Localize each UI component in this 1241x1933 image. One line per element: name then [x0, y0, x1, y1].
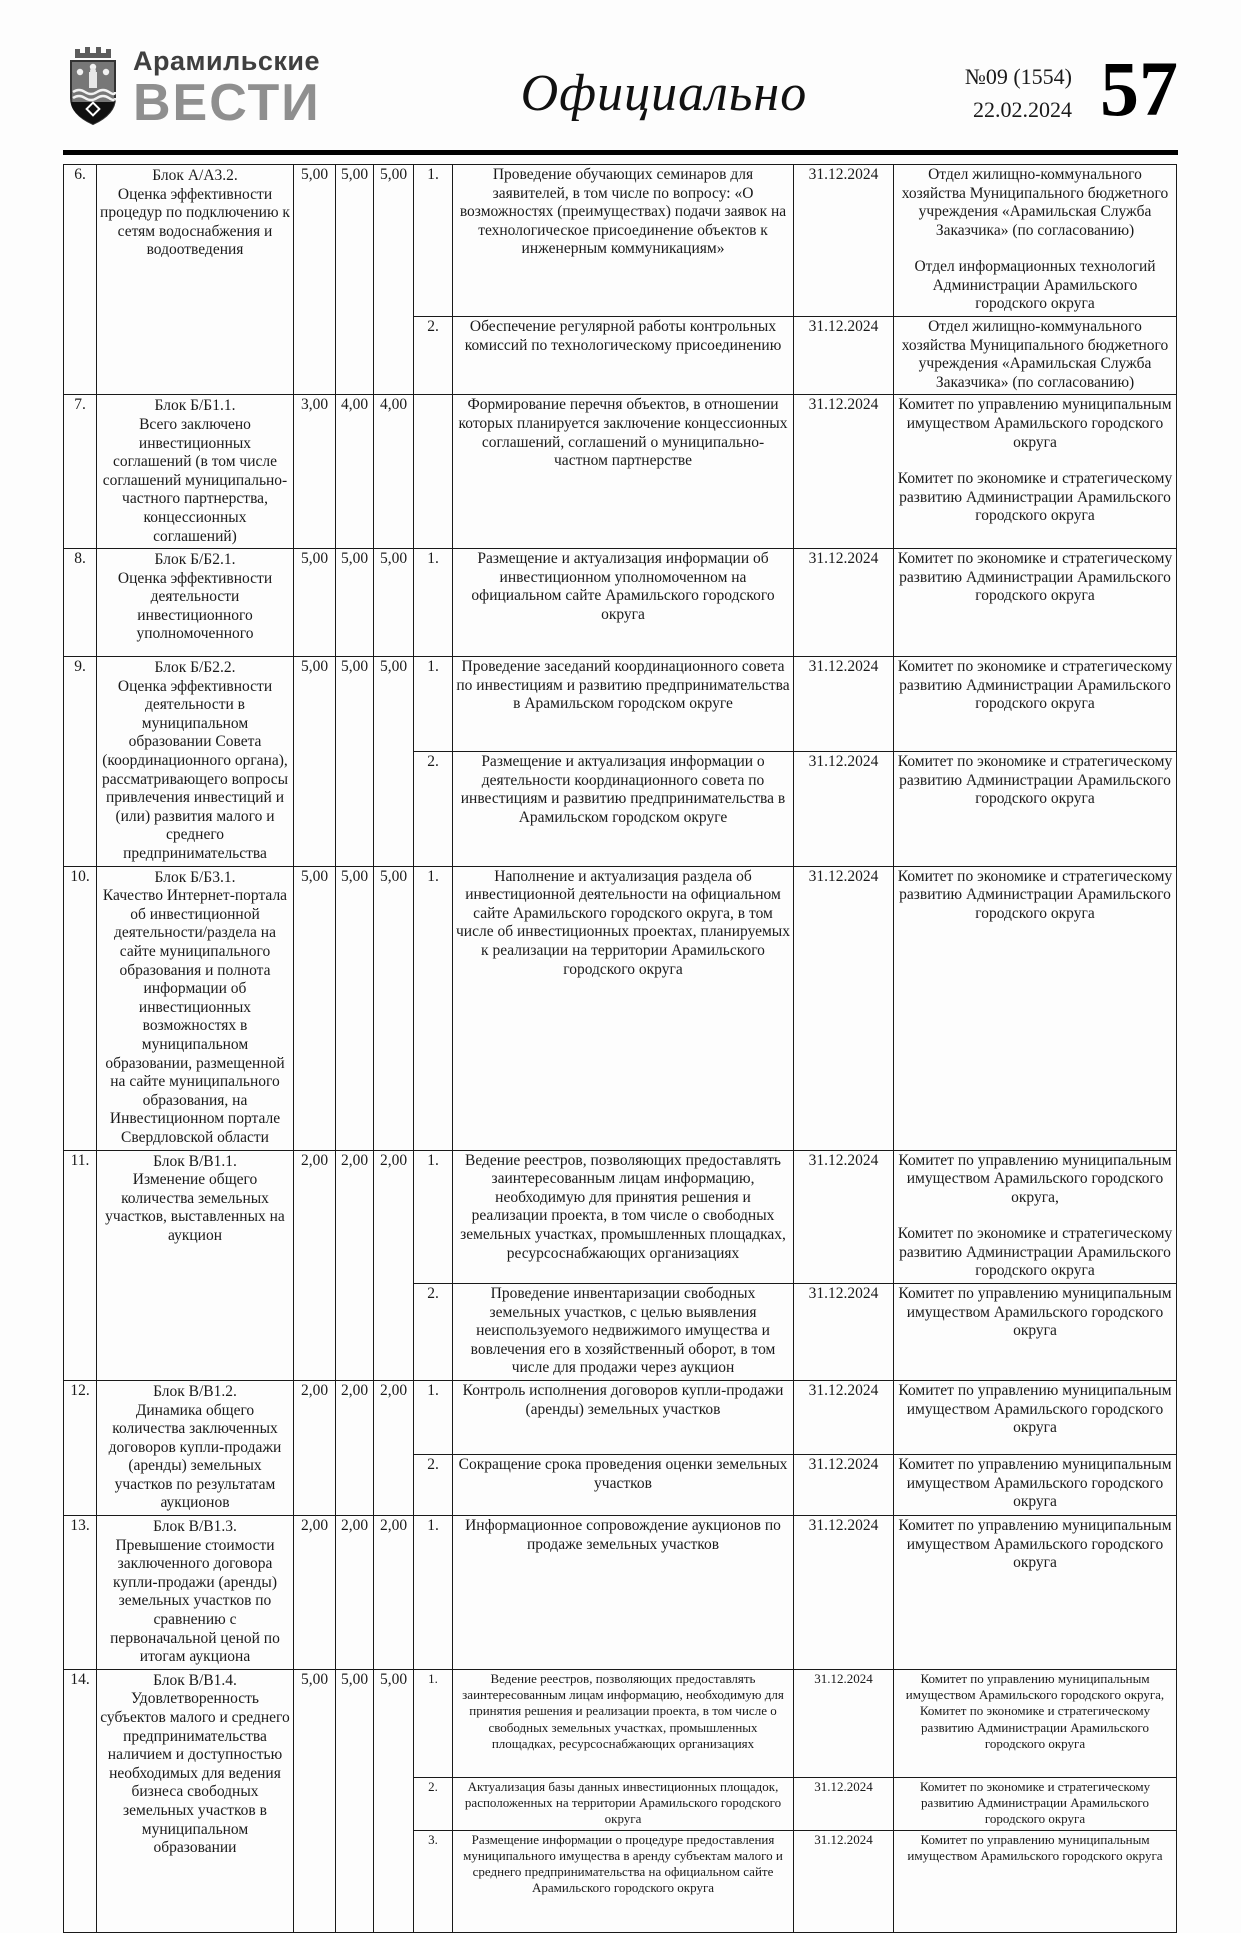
responsible-organization: Комитет по экономике и стратегическому развитию Администрации Арамильского городского округа — [897, 867, 1173, 922]
row-number-cell: 9. — [64, 657, 97, 867]
item-number-cell: 1. — [414, 1516, 453, 1670]
score-cell: 5,00 — [336, 549, 374, 657]
block-cell — [97, 657, 294, 867]
issue-number: №09 (1554) — [964, 64, 1072, 89]
responsible-cell — [894, 395, 1177, 549]
responsible-organization: Комитет по управлению муниципальным имуществом Арамильского городского округа, — [898, 1151, 1172, 1206]
activity-cell: Наполнение и актуализация раздела об инвестиционной деятельности на официальном сайте Арамильского городского округа, в том числе об инвестиционных проектах, планируемых к реализации на территории Арамильского городского округа — [453, 866, 794, 1150]
responsible-cell — [894, 1455, 1177, 1516]
block-cell — [97, 1516, 294, 1670]
block-title: Блок Б/Б3.1. — [154, 868, 236, 886]
score-cell: 2,00 — [336, 1150, 374, 1380]
date-cell: 31.12.2024 — [794, 316, 894, 394]
date-cell: 31.12.2024 — [794, 1455, 894, 1516]
block-description: Оценка эффективности деятельности в муниципальном образовании Совета (координационного органа), рассматривающего вопросы привлечения инвестиций и (или) развития малого и среднего предпринимательства — [102, 677, 288, 863]
item-number-cell: 1. — [414, 866, 453, 1150]
responsible-organization: Комитет по экономике и стратегическому развитию Администрации Арамильского городского округа — [897, 753, 1173, 808]
responsible-organization: Комитет по управлению муниципальным имуществом Арамильского городского округа — [898, 1456, 1172, 1511]
date-cell: 31.12.2024 — [794, 1380, 894, 1454]
score-cell: 3,00 — [294, 395, 336, 549]
date-cell: 31.12.2024 — [794, 1150, 894, 1283]
score-cell: 2,00 — [336, 1380, 374, 1515]
responsible-organization: Комитет по управлению муниципальным имуществом Арамильского городского округа — [907, 1831, 1163, 1863]
score-cell: 5,00 — [336, 657, 374, 867]
date-cell: 31.12.2024 — [794, 1669, 894, 1777]
block-title: Блок Б/Б1.1. — [154, 397, 236, 415]
date-cell: 31.12.2024 — [794, 657, 894, 752]
date-cell: 31.12.2024 — [794, 1777, 894, 1830]
activity-cell: Ведение реестров, позволяющих предоставлять заинтересованным лицам информацию, необходимую для принятия решения и реализации проекта, в том числе о свободных земельных участках, промышленных площадках, ресурсоснабжающих организациях — [453, 1150, 794, 1283]
activity-cell: Размещение информации о процедуре предоставления муниципального имущества в аренду субъектам малого и среднего предпринимательства на официальном сайте Арамильского городского округа — [453, 1830, 794, 1932]
table-row — [64, 657, 1177, 752]
block-description: Динамика общего количества заключенных договоров купли-продажи (аренды) земельных участков по результатам аукционов — [108, 1401, 282, 1512]
responsible-cell — [894, 752, 1177, 867]
responsible-cell — [894, 657, 1177, 752]
responsible-organization: Отдел жилищно-коммунального хозяйства Муниципального бюджетного учреждения «Арамильская Служба Заказчика» (по согласованию) — [901, 317, 1169, 391]
item-number-cell: 1. — [414, 1150, 453, 1283]
item-number-cell: 2. — [414, 316, 453, 394]
block-cell — [97, 549, 294, 657]
date-cell: 31.12.2024 — [794, 1283, 894, 1380]
block-cell — [97, 165, 294, 395]
row-number-cell: 12. — [64, 1380, 97, 1515]
item-number-cell: 1. — [414, 1669, 453, 1777]
date-cell: 31.12.2024 — [794, 165, 894, 317]
date-cell: 31.12.2024 — [794, 1830, 894, 1932]
table-row — [64, 395, 1177, 549]
date-cell: 31.12.2024 — [794, 1516, 894, 1670]
responsible-organization: Комитет по управлению муниципальным имуществом Арамильского городского округа — [898, 396, 1172, 451]
item-number-cell: 1. — [414, 549, 453, 657]
item-number-cell: 3. — [414, 1830, 453, 1932]
activity-cell: Размещение и актуализация информации о деятельности координационного совета по инвестициям и развитию предпринимательства в Арамильском городском округе — [453, 752, 794, 867]
responsible-cell — [894, 1669, 1177, 1777]
responsible-cell — [894, 1777, 1177, 1830]
row-number-cell: 14. — [64, 1669, 97, 1932]
responsible-cell — [894, 866, 1177, 1150]
item-number-cell: 1. — [414, 165, 453, 317]
score-cell: 5,00 — [294, 1669, 336, 1932]
score-cell: 5,00 — [294, 866, 336, 1150]
row-number-cell: 8. — [64, 549, 97, 657]
responsible-cell — [894, 549, 1177, 657]
date-cell: 31.12.2024 — [794, 752, 894, 867]
block-description: Всего заключено инвестиционных соглашений (в том числе соглашений муниципально-частного партнерства, концессионных соглашений) — [102, 415, 288, 545]
table-row — [64, 1669, 1177, 1777]
responsible-organization: Комитет по экономике и стратегическому развитию Администрации Арамильского городского округа — [897, 1225, 1173, 1280]
score-cell: 2,00 — [294, 1380, 336, 1515]
activity-cell: Ведение реестров, позволяющих предоставлять заинтересованным лицам информацию, необходимую для принятия решения и реализации проекта, в том числе о свободных земельных участках, промышленных площадках, ресурсоснабжающих организациях — [453, 1669, 794, 1777]
date-cell: 31.12.2024 — [794, 395, 894, 549]
official-table — [63, 164, 1177, 1933]
item-number-cell: 2. — [414, 1283, 453, 1380]
block-title: Блок В/В1.2. — [153, 1382, 237, 1400]
score-cell: 5,00 — [336, 165, 374, 395]
row-number-cell: 10. — [64, 866, 97, 1150]
masthead — [63, 46, 1178, 142]
activity-cell: Контроль исполнения договоров купли-продажи (аренды) земельных участков — [453, 1380, 794, 1454]
block-description: Оценка эффективности деятельности инвестиционного уполномоченного — [117, 569, 273, 643]
table-row — [64, 866, 1177, 1150]
score-cell: 5,00 — [374, 165, 414, 395]
score-cell: 5,00 — [294, 549, 336, 657]
responsible-cell — [894, 1283, 1177, 1380]
brand-text — [133, 46, 321, 132]
responsible-cell — [894, 316, 1177, 394]
coat-of-arms-icon — [63, 42, 123, 134]
date-cell: 31.12.2024 — [794, 549, 894, 657]
score-cell: 2,00 — [294, 1150, 336, 1380]
newspaper-brand — [63, 46, 363, 134]
brand-name-top: Арамильские — [133, 46, 320, 76]
date-cell: 31.12.2024 — [794, 866, 894, 1150]
block-cell — [97, 1380, 294, 1515]
block-description: Оценка эффективности процедур по подключению к сетям водоснабжения и водоотведения — [100, 185, 290, 259]
responsible-organization: Отдел жилищно-коммунального хозяйства Муниципального бюджетного учреждения «Арамильская Служба Заказчика» (по согласованию) — [901, 166, 1169, 239]
score-cell: 4,00 — [336, 395, 374, 549]
row-number-cell: 13. — [64, 1516, 97, 1670]
responsible-organization: Отдел информационных технологий Администрации Арамильского городского округа — [914, 258, 1156, 313]
header-rule — [63, 150, 1178, 155]
block-description: Качество Интернет-портала об инвестиционной деятельности/раздела на сайте муниципального образования и полнота информации об инвестиционных возможностях в муниципальном образовании, размещенной на сайте муниципального образования, на Инвестиционном портале Свердловской области — [102, 887, 288, 1146]
score-cell: 2,00 — [336, 1516, 374, 1670]
block-cell — [97, 1669, 294, 1932]
table-row — [64, 1380, 1177, 1454]
activity-cell: Проведение заседаний координационного совета по инвестициям и развитию предпринимательства в Арамильском городском округе — [453, 657, 794, 752]
block-title: Блок В/В1.3. — [153, 1518, 237, 1536]
block-title: Блок А/А3.2. — [152, 167, 238, 184]
score-cell: 5,00 — [374, 1669, 414, 1932]
item-number-cell: 2. — [414, 1455, 453, 1516]
responsible-organization: Комитет по экономике и стратегическому развитию Администрации Арамильского городского округа — [897, 550, 1173, 605]
item-number-cell — [414, 395, 453, 549]
block-description: Удовлетворенность субъектов малого и среднего предпринимательства наличием и доступностью необходимых для ведения бизнеса свободных земельных участков в муниципальном образовании — [100, 1690, 290, 1857]
item-number-cell: 2. — [414, 752, 453, 867]
score-cell: 2,00 — [374, 1150, 414, 1380]
issue-block — [965, 60, 1072, 126]
score-cell: 4,00 — [374, 395, 414, 549]
responsible-organization: Комитет по управлению муниципальным имуществом Арамильского городского округа, Комитет по экономике и стратегическому развитию Администрации Арамильского городского округа — [905, 1670, 1165, 1751]
brand-name-bottom: ВЕСТИ — [133, 74, 321, 132]
block-cell — [97, 395, 294, 549]
row-number-cell: 6. — [64, 165, 97, 395]
item-number-cell: 2. — [414, 1777, 453, 1830]
activity-cell: Информационное сопровождение аукционов по продаже земельных участков — [453, 1516, 794, 1670]
score-cell: 5,00 — [336, 866, 374, 1150]
responsible-cell — [894, 1830, 1177, 1932]
activity-cell: Сокращение срока проведения оценки земельных участков — [453, 1455, 794, 1516]
score-cell: 5,00 — [336, 1669, 374, 1932]
score-cell: 5,00 — [374, 866, 414, 1150]
responsible-organization: Комитет по управлению муниципальным имуществом Арамильского городского округа — [898, 1284, 1172, 1340]
activity-cell: Обеспечение регулярной работы контрольных комиссий по технологическому присоединению — [453, 316, 794, 394]
score-cell: 5,00 — [294, 165, 336, 395]
section-title: Официально — [520, 65, 808, 122]
block-description: Превышение стоимости заключенного договора купли-продажи (аренды) земельных участков по сравнению с первоначальной ценой по итогам аукциона — [110, 1536, 280, 1666]
activity-cell: Проведение инвентаризации свободных земельных участков, с целью выявления неиспользуемого недвижимого имущества и вовлечения его в хозяйственный оборот, в том числе для продажи через аукцион — [453, 1283, 794, 1380]
block-title: Блок Б/Б2.1. — [154, 551, 236, 569]
row-number-cell: 11. — [64, 1150, 97, 1380]
block-description: Изменение общего количества земельных участков, выставленных на аукцион — [105, 1171, 285, 1244]
score-cell: 5,00 — [374, 657, 414, 867]
table-row — [64, 1150, 1177, 1283]
block-cell — [97, 866, 294, 1150]
score-cell: 5,00 — [294, 657, 336, 867]
item-number-cell: 1. — [414, 1380, 453, 1454]
page-number: 57 — [1100, 45, 1178, 132]
responsible-organization: Комитет по экономике и стратегическому развитию Администрации Арамильского городского округа — [897, 658, 1173, 713]
responsible-cell — [894, 1380, 1177, 1454]
activity-cell: Размещение и актуализация информации об инвестиционном уполномоченном на официальном сайте Арамильского городского округа — [453, 549, 794, 657]
responsible-organization: Комитет по управлению муниципальным имуществом Арамильского городского округа — [898, 1381, 1172, 1437]
activity-cell: Актуализация базы данных инвестиционных площадок, расположенных на территории Арамильского городского округа — [453, 1777, 794, 1830]
item-number-cell: 1. — [414, 657, 453, 752]
table-row — [64, 1516, 1177, 1670]
activity-cell: Проведение обучающих семинаров для заявителей, в том числе по вопросу: «О возможностях (преимуществах) подачи заявок на технологическое присоединение объектов к инженерным коммуникациям» — [453, 165, 794, 317]
responsible-cell — [894, 1150, 1177, 1283]
score-cell: 2,00 — [294, 1516, 336, 1670]
block-cell — [97, 1150, 294, 1380]
responsible-cell — [894, 1516, 1177, 1670]
table-row — [64, 549, 1177, 657]
table-row — [64, 165, 1177, 317]
issue-date: 22.02.2024 — [973, 97, 1072, 122]
score-cell: 5,00 — [374, 549, 414, 657]
score-cell: 2,00 — [374, 1516, 414, 1670]
responsible-organization: Комитет по экономике и стратегическому развитию Администрации Арамильского городского округа — [919, 1778, 1151, 1827]
block-title: Блок В/В1.4. — [153, 1671, 237, 1689]
block-title: Блок Б/Б2.2. — [154, 659, 236, 677]
responsible-cell — [894, 165, 1177, 317]
responsible-organization: Комитет по управлению муниципальным имуществом Арамильского городского округа — [898, 1517, 1172, 1572]
row-number-cell: 7. — [64, 395, 97, 549]
score-cell: 2,00 — [374, 1380, 414, 1515]
activity-cell: Формирование перечня объектов, в отношении которых планируется заключение концессионных соглашений, соглашений о муниципально-частном партнерстве — [453, 395, 794, 549]
block-title: Блок В/В1.1. — [153, 1152, 237, 1170]
responsible-organization: Комитет по экономике и стратегическому развитию Администрации Арамильского городского округа — [897, 469, 1173, 525]
